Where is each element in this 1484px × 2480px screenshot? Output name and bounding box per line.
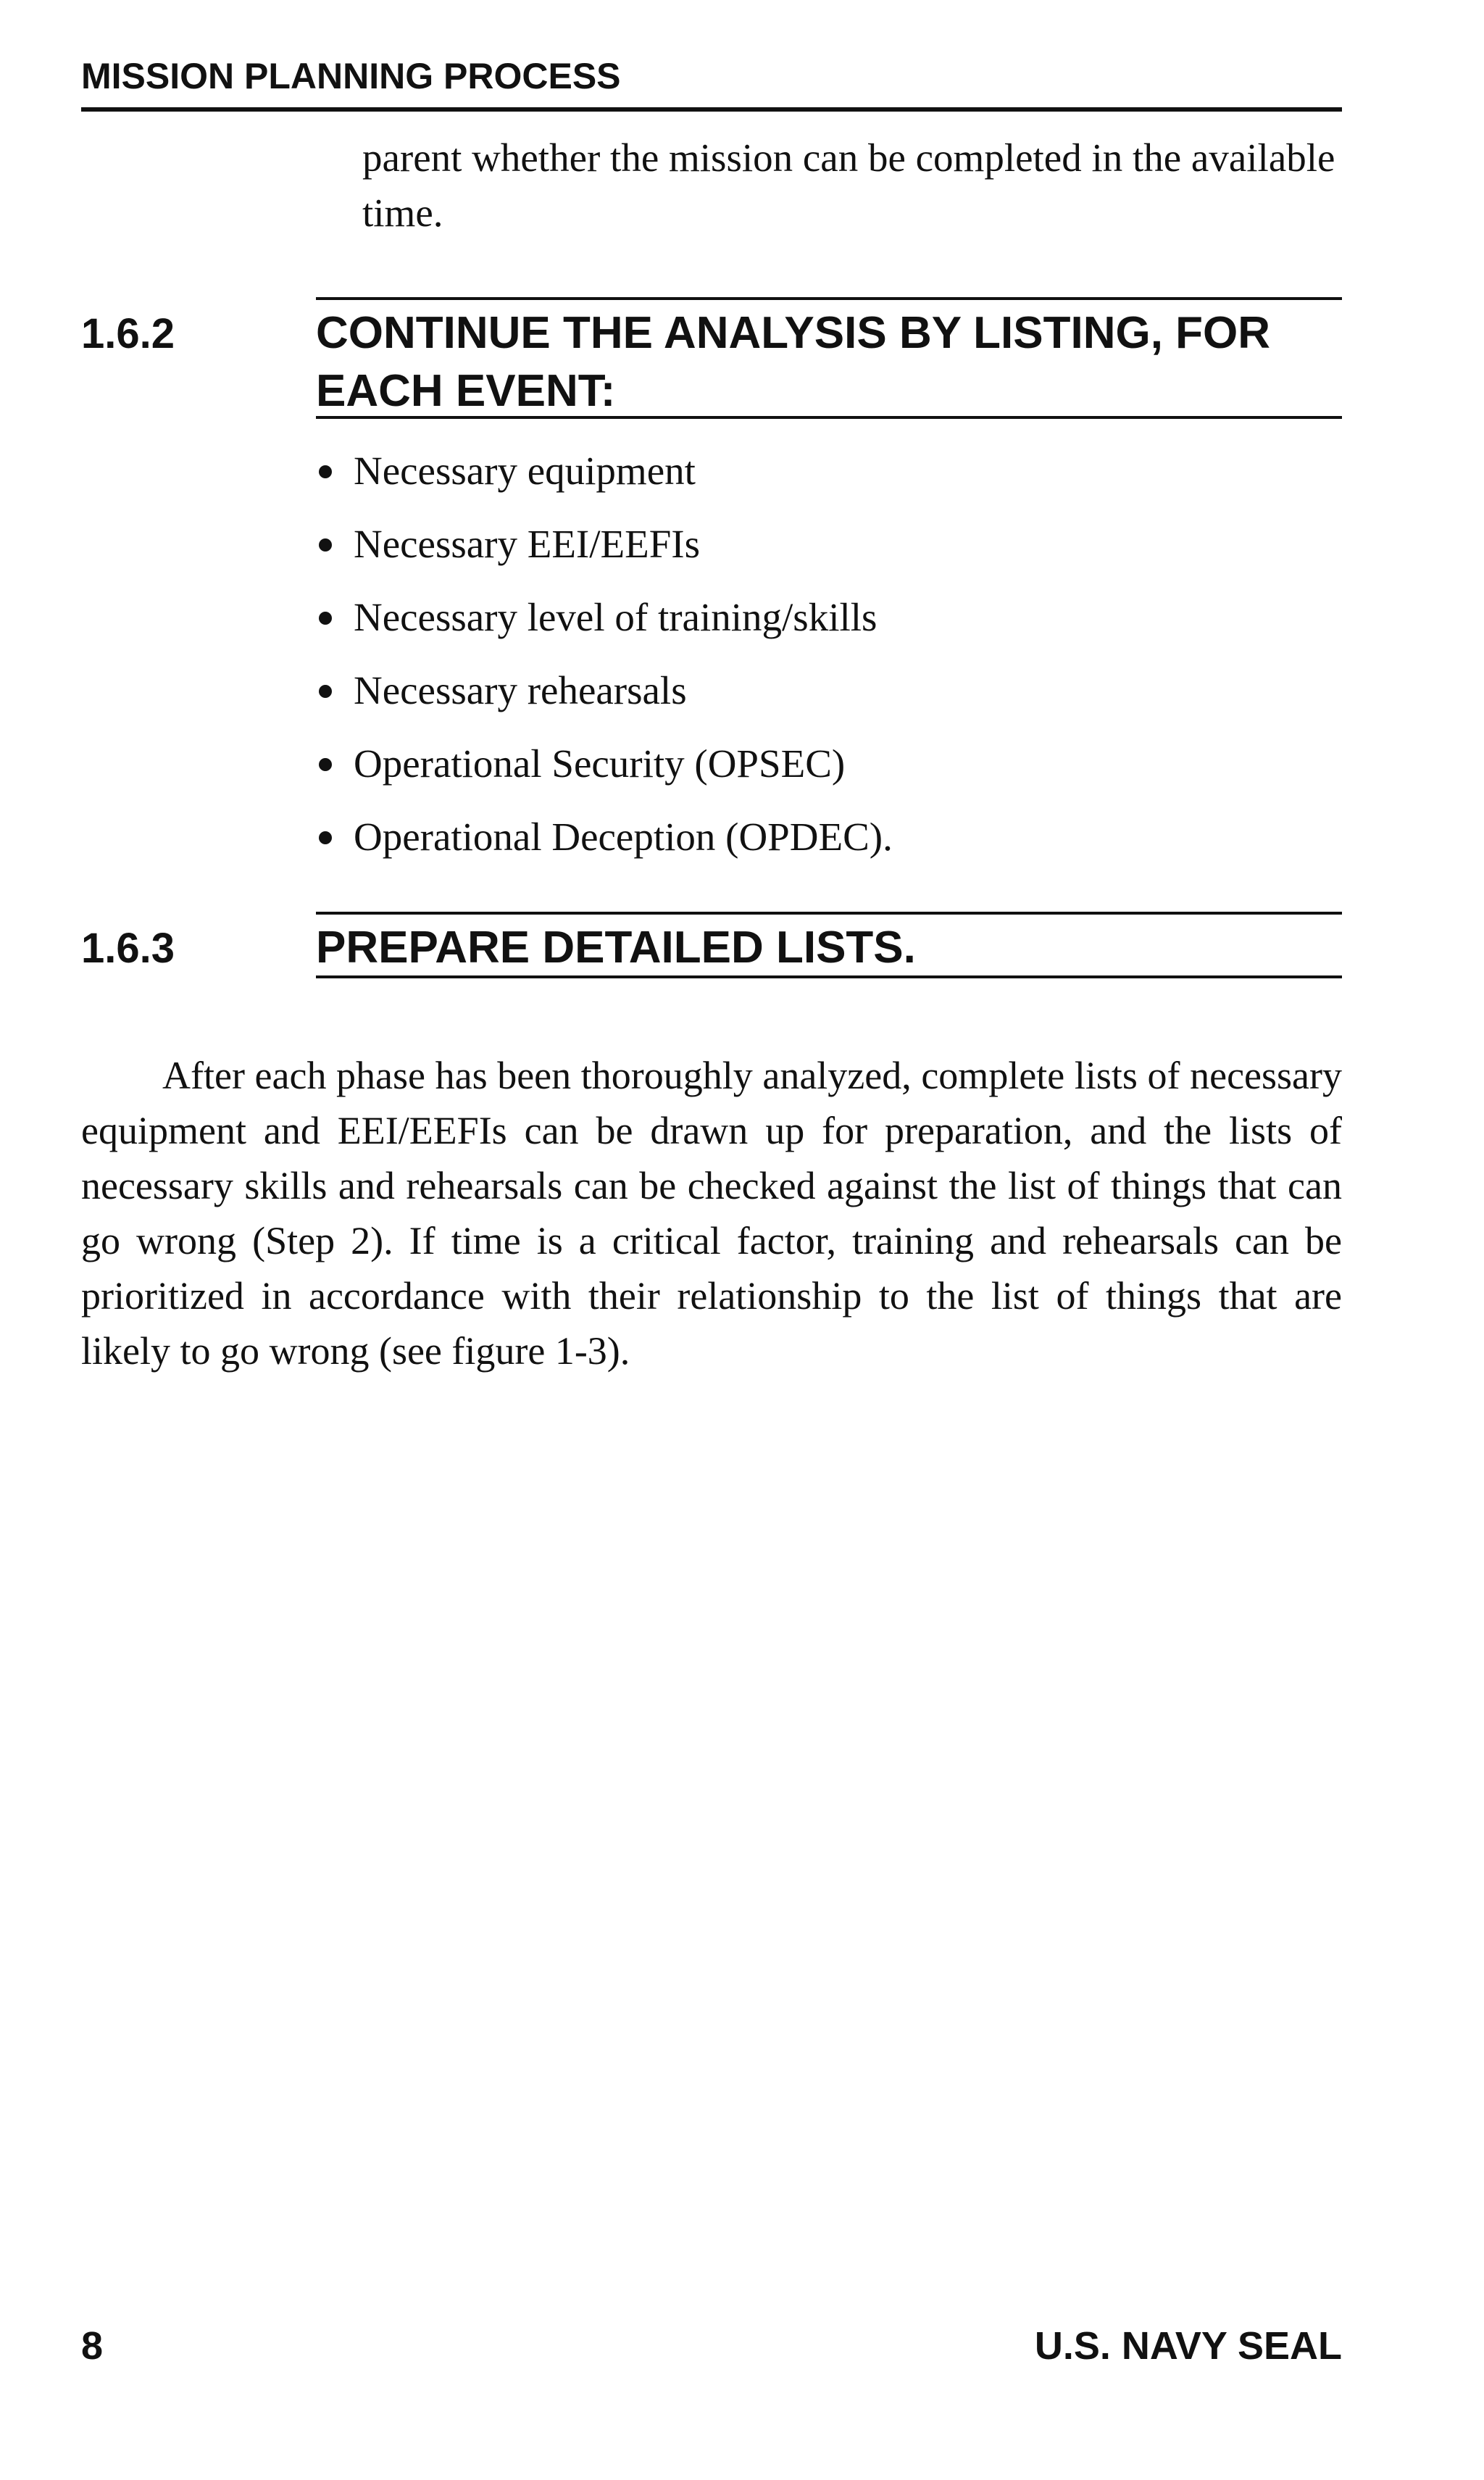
- section-number-1-6-3: 1.6.3: [81, 925, 175, 972]
- list-item: [316, 808, 1342, 881]
- section-rule-top-1-6-3: [316, 912, 1342, 915]
- list-item-text: Necessary equipment: [354, 449, 696, 493]
- list-item-text: Necessary EEI/EEFIs: [354, 522, 701, 566]
- section-number-1-6-2: 1.6.2: [81, 310, 175, 357]
- section-heading-1-6-2: CONTINUE THE ANALYSIS BY LISTING, FOR EACH EVENT:: [316, 308, 1271, 416]
- bullet-icon: [319, 685, 332, 698]
- section-rule-bottom-1-6-3: [316, 975, 1342, 978]
- section-rule-bottom-1-6-2: [316, 416, 1342, 419]
- carryover-text: parent whether the mission can be completed in the available time.: [362, 136, 1335, 235]
- event-checklist: [316, 442, 1342, 881]
- list-item: [316, 442, 1342, 515]
- list-item: [316, 515, 1342, 588]
- bullet-icon: [319, 465, 332, 478]
- list-item-text: Operational Deception (OPDEC).: [354, 815, 893, 859]
- section-rule-top-1-6-2: [316, 297, 1342, 300]
- body-paragraph: After each phase has been thoroughly analyzed, complete lists of necessary equipment and EEI/EEFIs can be drawn up for preparation, and the lists of necessary skills and rehearsals can be checked against the list of things that can go wrong (Step 2). If time is a critical factor, training and rehearsals can be prioritized in accordance with their relationship to the list of things that are likely to go wrong (see figure 1-3).: [81, 1054, 1342, 1373]
- section-heading-1-6-3: PREPARE DETAILED LISTS.: [316, 923, 916, 973]
- list-item-text: Operational Security (OPSEC): [354, 741, 846, 786]
- bullet-icon: [319, 758, 332, 771]
- list-item: [316, 735, 1342, 808]
- header-rule: [81, 107, 1342, 112]
- footer-book-title: U.S. NAVY SEAL: [1034, 2324, 1342, 2368]
- list-item-text: Necessary level of training/skills: [354, 595, 878, 639]
- list-item-text: Necessary rehearsals: [354, 668, 687, 712]
- bullet-icon: [319, 831, 332, 844]
- bullet-icon: [319, 538, 332, 552]
- running-header: MISSION PLANNING PROCESS: [81, 56, 621, 96]
- list-item: [316, 588, 1342, 662]
- bullet-icon: [319, 612, 332, 625]
- list-item: [316, 662, 1342, 735]
- page-number: 8: [81, 2324, 104, 2368]
